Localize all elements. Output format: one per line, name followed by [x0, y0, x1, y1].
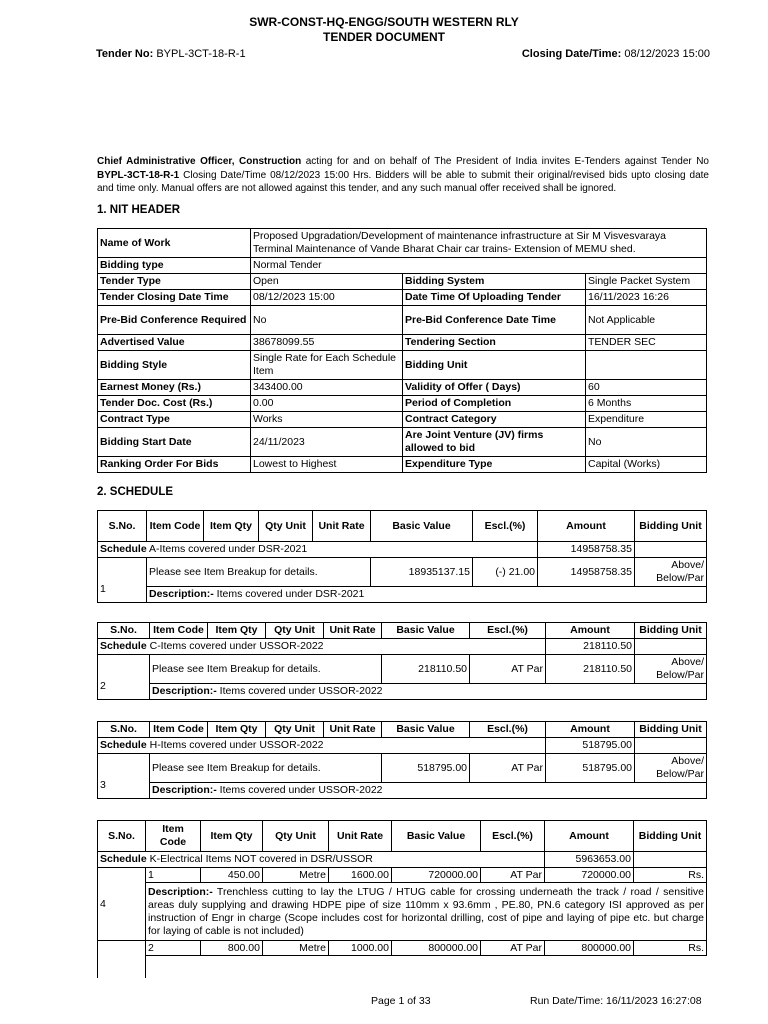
col-header: Bidding Unit	[635, 511, 707, 542]
col-header: S.No.	[98, 511, 147, 542]
nit-value: No	[586, 428, 707, 457]
schedule-heading: 2. SCHEDULE	[97, 486, 174, 498]
item-text: Please see Item Breakup for details.	[150, 655, 382, 684]
schedule-title	[98, 639, 546, 655]
nit-value: 24/11/2023	[251, 428, 403, 457]
col-header: Amount	[546, 623, 635, 639]
amount: 518795.00	[546, 754, 635, 783]
schedule-total: 14958758.35	[538, 542, 635, 558]
tender-no-label: Tender No:	[96, 48, 154, 60]
bidding-unit: Above/ Below/Par	[635, 754, 707, 783]
description	[147, 587, 707, 603]
nit-value: Single Packet System	[586, 274, 707, 290]
intro-paragraph	[97, 155, 709, 196]
description	[146, 883, 707, 941]
nit-value: 38678099.55	[251, 335, 403, 351]
basic-value: 518795.00	[382, 754, 470, 783]
nit-label: Tender Doc. Cost (Rs.)	[98, 396, 251, 412]
col-header: Basic Value	[382, 623, 470, 639]
sno: 4	[98, 868, 146, 941]
schedule-name: C-Items covered under USSOR-2022	[146, 640, 324, 652]
page-number: Page 1 of 33	[371, 995, 431, 1007]
desc-label: Description:-	[149, 588, 214, 600]
sno: 3	[98, 754, 150, 799]
schedule-a-table	[97, 510, 707, 603]
empty-cell	[635, 738, 707, 754]
item-code: 1	[146, 868, 201, 883]
empty-cell	[635, 542, 707, 558]
nit-label: Period of Completion	[403, 396, 586, 412]
col-header: Qty Unit	[259, 511, 313, 542]
schedule-h-table	[97, 721, 707, 799]
sno-empty	[98, 941, 146, 978]
col-header: Qty Unit	[266, 722, 324, 738]
nit-value: 343400.00	[251, 380, 403, 396]
basic-value: 18935137.15	[371, 558, 473, 587]
desc-text: Trenchless cutting to lay the LTUG / HTUG cable for crossing underneath the track / road / sensitive areas duly supplying and drawing HDPE pipe of size 110mm x 93.6mm , PE.80, PN.6 category ISI approved as per instruction of Engr in charge (Scope includes cost for horizontal drilling, cost of pipe and laying of pipe etc. but charge for laying of cable is not included)	[148, 885, 704, 937]
desc-label: Description:-	[148, 885, 213, 898]
nit-value: Not Applicable	[586, 306, 707, 335]
col-header: Basic Value	[382, 722, 470, 738]
nit-value: Open	[251, 274, 403, 290]
nit-value: 6 Months	[586, 396, 707, 412]
col-header: S.No.	[98, 722, 150, 738]
bidding-unit: Rs.	[634, 941, 707, 956]
nit-value: Capital (Works)	[586, 457, 707, 473]
bidding-unit: Above/ Below/Par	[635, 558, 707, 587]
nit-label: Validity of Offer ( Days)	[403, 380, 586, 396]
col-header: Unit Rate	[313, 511, 371, 542]
item-text: Please see Item Breakup for details.	[147, 558, 371, 587]
schedule-total: 518795.00	[546, 738, 635, 754]
basic-value: 800000.00	[392, 941, 481, 956]
escl: AT Par	[470, 754, 546, 783]
col-header: Amount	[538, 511, 635, 542]
col-header: Bidding Unit	[635, 623, 707, 639]
col-header: Escl.(%)	[473, 511, 538, 542]
name-of-work-label: Name of Work	[98, 229, 251, 258]
col-header: Bidding Unit	[635, 722, 707, 738]
escl: AT Par	[481, 868, 545, 883]
col-header: Escl.(%)	[481, 821, 545, 852]
nit-label: Tender Type	[98, 274, 251, 290]
sno: 2	[98, 655, 150, 700]
item-code: 2	[146, 941, 201, 956]
col-header: Item Code	[150, 623, 208, 639]
nit-label: Are Joint Venture (JV) firms allowed to bid	[403, 428, 586, 457]
closing-value: 08/12/2023 15:00	[624, 48, 710, 60]
nit-value	[586, 351, 707, 380]
nit-label: Expenditure Type	[403, 457, 586, 473]
unit-rate: 1600.00	[329, 868, 392, 883]
schedule-title	[98, 852, 545, 868]
basic-value: 218110.50	[382, 655, 470, 684]
amount: 14958758.35	[538, 558, 635, 587]
nit-label: Contract Category	[403, 412, 586, 428]
amount: 800000.00	[545, 941, 634, 956]
col-header: Item Qty	[208, 722, 266, 738]
intro-text2: Closing Date/Time 08/12/2023 15:00 Hrs. Bidders will be able to submit their original/revised bids upto closing date and time only. Manual offers are not allowed against this tender, and any such manual offer received shall be ignored.	[97, 169, 709, 195]
nit-label: Bidding System	[403, 274, 586, 290]
empty-cell	[635, 639, 707, 655]
col-header: Item Code	[150, 722, 208, 738]
nit-label: Date Time Of Uploading Tender	[403, 290, 586, 306]
schedule-total: 218110.50	[546, 639, 635, 655]
schedule-name: H-Items covered under USSOR-2022	[146, 739, 324, 751]
nit-label: Tender Closing Date Time	[98, 290, 251, 306]
bidding-unit: Rs.	[634, 868, 707, 883]
description	[150, 783, 707, 799]
escl: AT Par	[481, 941, 545, 956]
description	[150, 684, 707, 700]
item-qty: 800.00	[201, 941, 263, 956]
basic-value: 720000.00	[392, 868, 481, 883]
unit-rate: 1000.00	[329, 941, 392, 956]
schedule-label: Schedule	[100, 739, 147, 751]
col-header: S.No.	[98, 623, 150, 639]
schedule-title	[98, 542, 538, 558]
nit-label: Contract Type	[98, 412, 251, 428]
intro-text1: acting for and on behalf of The President of India invites E-Tenders against Tender No	[301, 156, 709, 167]
nit-value: Lowest to Highest	[251, 457, 403, 473]
bidding-type-label: Bidding type	[98, 258, 251, 274]
nit-value: Single Rate for Each Schedule Item	[251, 351, 403, 380]
schedule-c-table	[97, 622, 707, 700]
col-header: Escl.(%)	[470, 722, 546, 738]
amount: 720000.00	[545, 868, 634, 883]
desc-text: Items covered under DSR-2021	[213, 588, 365, 600]
nit-value: Expenditure	[586, 412, 707, 428]
item-text: Please see Item Breakup for details.	[150, 754, 382, 783]
tender-no: BYPL-3CT-18-R-1	[156, 48, 246, 60]
run-datetime: Run Date/Time: 16/11/2023 16:27:08	[530, 995, 702, 1007]
schedule-k-table	[97, 820, 707, 978]
col-header: Escl.(%)	[470, 623, 546, 639]
closing-label: Closing Date/Time:	[521, 48, 622, 60]
empty-cell	[634, 852, 707, 868]
schedule-label: Schedule	[100, 640, 147, 652]
nit-value: 60	[586, 380, 707, 396]
nit-label: Tendering Section	[403, 335, 586, 351]
nit-label: Ranking Order For Bids	[98, 457, 251, 473]
description-continued	[146, 956, 707, 978]
col-header: Basic Value	[371, 511, 473, 542]
col-header: Qty Unit	[263, 821, 329, 852]
col-header: Item Code	[146, 821, 201, 852]
bidding-unit: Above/ Below/Par	[635, 655, 707, 684]
nit-label: Bidding Start Date	[98, 428, 251, 457]
schedule-name: K-Electrical Items NOT covered in DSR/USSOR	[146, 853, 373, 865]
nit-value: 08/12/2023 15:00	[251, 290, 403, 306]
escl: AT Par	[470, 655, 546, 684]
amount: 218110.50	[546, 655, 635, 684]
col-header: Amount	[546, 722, 635, 738]
col-header: Item Qty	[208, 623, 266, 639]
nit-value: No	[251, 306, 403, 335]
nit-label: Bidding Style	[98, 351, 251, 380]
col-header: Item Qty	[201, 821, 263, 852]
col-header: Bidding Unit	[634, 821, 707, 852]
col-header: Unit Rate	[324, 623, 382, 639]
col-header: Item Code	[147, 511, 204, 542]
name-of-work-value: Proposed Upgradation/Development of maintenance infrastructure at Sir M Visvesvaraya Terminal Maintenance of Vande Bharat Chair car trains- Extension of MEMU shed.	[251, 229, 707, 258]
nit-label: Earnest Money (Rs.)	[98, 380, 251, 396]
nit-label: Bidding Unit	[403, 351, 586, 380]
intro-tender: BYPL-3CT-18-R-1	[97, 169, 180, 181]
doc-title: TENDER DOCUMENT	[323, 30, 445, 44]
nit-table	[97, 228, 707, 473]
qty-unit: Metre	[263, 941, 329, 956]
desc-label: Description:-	[152, 784, 217, 796]
col-header: Amount	[545, 821, 634, 852]
sno: 1	[98, 558, 147, 603]
org-title: SWR-CONST-HQ-ENGG/SOUTH WESTERN RLY	[249, 15, 519, 29]
intro-officer: Chief Administrative Officer, Construction	[97, 156, 302, 167]
nit-label: Pre-Bid Conference Required	[98, 306, 251, 335]
desc-label: Description:-	[152, 685, 217, 697]
item-qty: 450.00	[201, 868, 263, 883]
nit-heading: 1. NIT HEADER	[97, 204, 181, 216]
desc-text: Items covered under USSOR-2022	[216, 685, 383, 697]
col-header: S.No.	[98, 821, 146, 852]
nit-value: Works	[251, 412, 403, 428]
col-header: Item Qty	[204, 511, 259, 542]
schedule-total: 5963653.00	[545, 852, 634, 868]
col-header: Qty Unit	[266, 623, 324, 639]
schedule-label: Schedule	[100, 853, 147, 865]
desc-text: Items covered under USSOR-2022	[216, 784, 383, 796]
nit-value: 0.00	[251, 396, 403, 412]
col-header: Unit Rate	[324, 722, 382, 738]
col-header: Unit Rate	[329, 821, 392, 852]
nit-label: Advertised Value	[98, 335, 251, 351]
nit-value: 16/11/2023 16:26	[586, 290, 707, 306]
schedule-label: Schedule	[100, 543, 147, 555]
nit-value: TENDER SEC	[586, 335, 707, 351]
col-header: Basic Value	[392, 821, 481, 852]
schedule-title	[98, 738, 546, 754]
nit-label: Pre-Bid Conference Date Time	[403, 306, 586, 335]
qty-unit: Metre	[263, 868, 329, 883]
bidding-type-value: Normal Tender	[251, 258, 707, 274]
schedule-name: A-Items covered under DSR-2021	[146, 543, 308, 555]
escl: (-) 21.00	[473, 558, 538, 587]
